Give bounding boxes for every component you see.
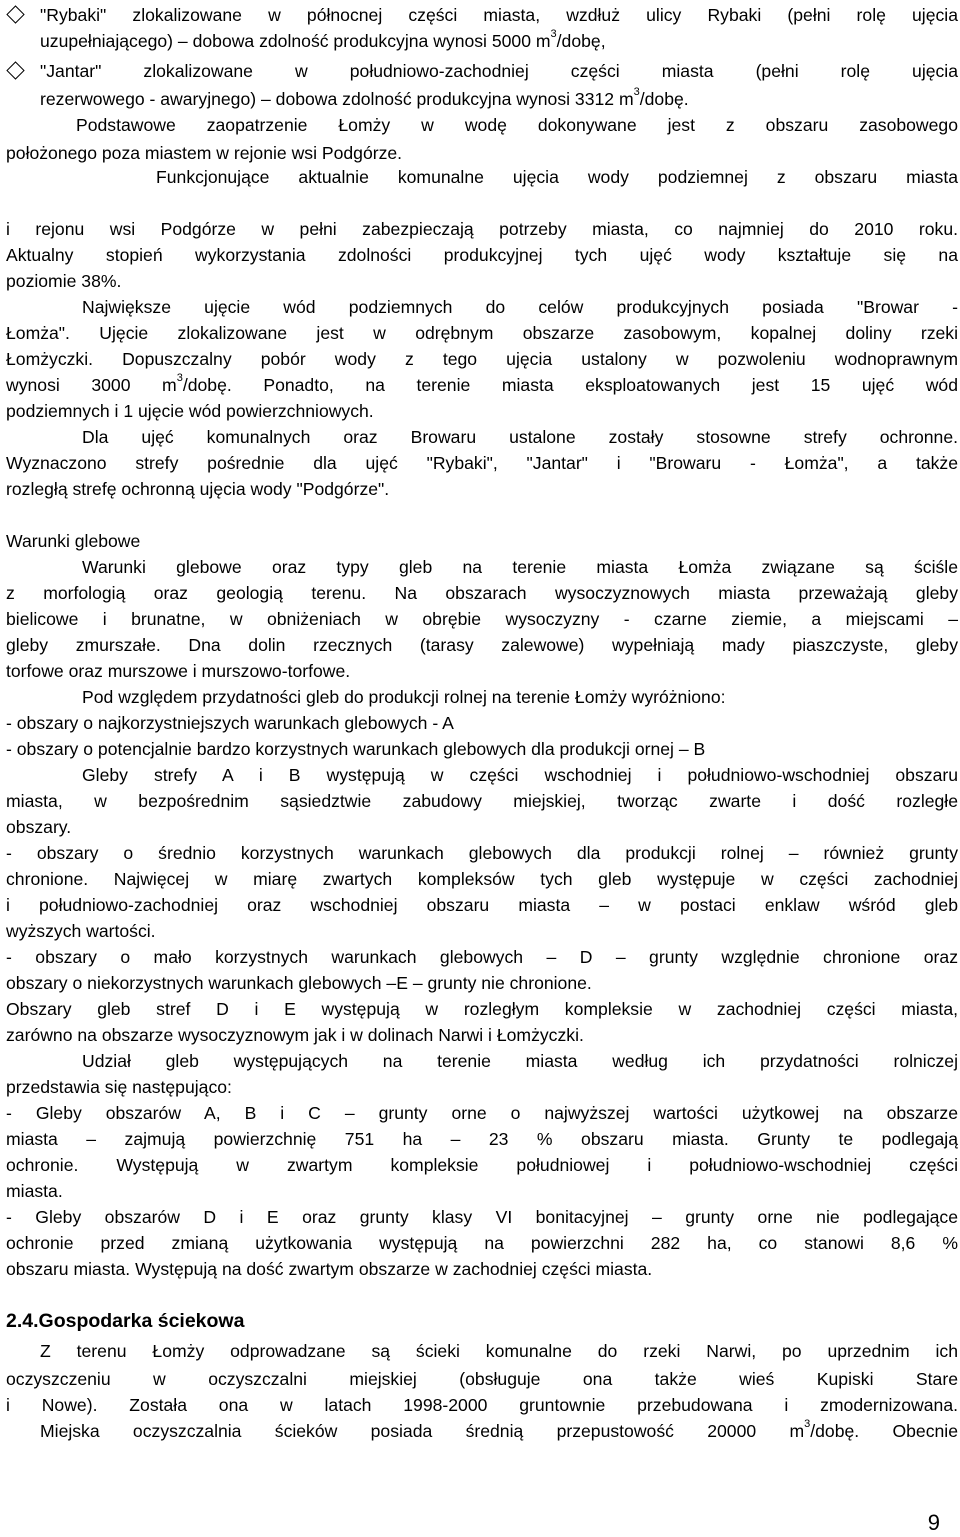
text-segment: bielicowe i brunatne, w obniżeniach w obrębie wysoczyzny - czarne ziemie, a miejscami – <box>6 609 958 629</box>
text-segment: Podstawowe zaopatrzenie Łomży w wodę dokonywane jest z obszaru zasobowego <box>76 115 958 135</box>
text-segment: /dobę. Ponadto, na terenie miasta eksploatowanych jest 15 ujęć wód <box>182 375 958 395</box>
text-line <box>40 86 958 112</box>
text-segment: wyższych wartości. <box>6 921 156 941</box>
text-segment: i południowo-zachodniej oraz wschodniej obszaru miasta – w postaci enklaw wśród gleb <box>6 895 958 915</box>
text-segment: Warunki glebowe oraz typy gleb na terenie miasta Łomża związane są ściśle <box>82 557 958 577</box>
text-segment: torfowe oraz murszowe i murszowo-torfowe. <box>6 661 351 681</box>
text-segment: Obszary gleb stref D i E występują w rozległym kompleksie w zachodniej części miasta, <box>6 999 958 1019</box>
superscript: 3 <box>550 28 557 40</box>
text-segment: i rejonu wsi Podgórze w pełni zabezpieczają potrzeby miasta, co najmniej do 2010 roku. <box>6 219 958 239</box>
text-segment: Dla ujęć komunalnych oraz Browaru ustalone zostały stosowne strefy ochronne. <box>82 427 958 447</box>
text-segment: Wyznaczono strefy pośrednie dla ujęć "Rybaki", "Jantar" i "Browaru - Łomża", a także <box>6 453 958 473</box>
text-line <box>6 1022 958 1048</box>
text-line <box>6 658 958 684</box>
text-line <box>6 1392 958 1418</box>
text-segment: - obszary o średnio korzystnych warunkach glebowych dla produkcji rolnej – również grunty <box>6 843 958 863</box>
text-line <box>6 1366 958 1392</box>
text-line <box>6 268 958 294</box>
superscript: 3 <box>804 1418 811 1430</box>
text-line <box>6 606 958 632</box>
text-segment: Z terenu Łomży odprowadzane są ścieki komunalne do rzeki Narwi, po uprzednim ich <box>40 1341 958 1361</box>
text-segment: miasta, w bezpośrednim sąsiedztwie zabudowy miejskiej, tworząc zwarte i dość rozległe <box>6 791 958 811</box>
text-segment: Funkcjonujące aktualnie komunalne ujęcia wody podziemnej z obszaru miasta <box>156 167 958 187</box>
text-line <box>6 528 958 554</box>
text-segment: miasta – zajmują powierzchnię 751 ha – 23 % obszaru miasta. Grunty te podlegają <box>6 1129 958 1149</box>
text-segment: poziomie 38%. <box>6 271 122 291</box>
text-line <box>6 1204 958 1230</box>
text-line <box>6 944 958 970</box>
text-segment: obszaru miasta. Występują na dość zwartym obszarze w zachodniej części miasta. <box>6 1259 653 1279</box>
text-segment: Łomżyczki. Dopuszczalny pobór wody z tego ujęcia ustalony w pozwoleniu wodnoprawnym <box>6 349 958 369</box>
text-segment: - Gleby obszarów A, B i C – grunty orne o najwyższej wartości użytkowej na obszarze <box>6 1103 958 1123</box>
text-segment: /dobę. <box>639 89 689 109</box>
text-line <box>6 1152 958 1178</box>
section-heading <box>6 1308 958 1334</box>
text-line <box>82 1048 958 1074</box>
text-line <box>6 632 958 658</box>
text-segment: przedstawia się następująco: <box>6 1077 232 1097</box>
text-segment: gleby zmurszałe. Dna dolin rzecznych (tarasy zalewowe) wypełniają mady piaszczyste, gleby <box>6 635 958 655</box>
text-segment: Gleby strefy A i B występują w części wschodniej i południowo-wschodniej obszaru <box>82 765 958 785</box>
text-segment: Warunki glebowe <box>6 531 141 551</box>
text-line <box>6 1230 958 1256</box>
text-line <box>82 684 958 710</box>
text-line <box>6 242 958 268</box>
text-segment: podziemnych i 1 ujęcie wód powierzchniowych. <box>6 401 374 421</box>
text-segment: miasta. <box>6 1181 63 1201</box>
text-line <box>6 1100 958 1126</box>
text-line <box>6 710 958 736</box>
text-line <box>156 164 958 190</box>
text-segment: ochronie. Występują w zwartym kompleksie południowej i południowo-wschodniej części <box>6 1155 958 1175</box>
text-line <box>76 112 958 138</box>
text-line <box>6 1178 958 1204</box>
text-segment: zarówno na obszarze wysoczyznowym jak i w dolinach Narwi i Łomżyczki. <box>6 1025 584 1045</box>
text-line <box>40 58 958 84</box>
text-segment: i Nowe). Została ona w latach 1998-2000 gruntownie przebudowana i zmodernizowana. <box>6 1395 958 1415</box>
text-line <box>6 866 958 892</box>
text-segment: - Gleby obszarów D i E oraz grunty klasy VI bonitacyjnej – grunty orne nie podlegające <box>6 1207 958 1227</box>
text-line <box>6 892 958 918</box>
text-segment: "Rybaki" zlokalizowane w północnej części miasta, wzdłuż ulicy Rybaki (pełni rolę ujęcia <box>40 5 958 25</box>
text-segment: /dobę. Obecnie <box>810 1421 958 1441</box>
text-line <box>6 580 958 606</box>
text-segment: oczyszczeniu w oczyszczalni miejskiej (obsługuje ona także wieś Kupiski Stare <box>6 1369 958 1389</box>
text-line <box>6 970 958 996</box>
text-line <box>82 762 958 788</box>
text-segment: Miejska oczyszczalnia ścieków posiada średnią przepustowość 20000 m <box>40 1421 805 1441</box>
text-segment: z morfologią oraz geologią terenu. Na obszarach wysoczyznowych miasta przeważają gleby <box>6 583 958 603</box>
text-line <box>6 320 958 346</box>
text-line <box>40 1338 958 1364</box>
text-segment: - obszary o mało korzystnych warunkach glebowych – D – grunty względnie chronione oraz <box>6 947 958 967</box>
text-segment: "Jantar" zlokalizowane w południowo-zachodniej części miasta (pełni rolę ujęcia <box>40 61 958 81</box>
text-segment: obszary. <box>6 817 72 837</box>
text-line <box>40 2 958 28</box>
text-line <box>6 996 958 1022</box>
text-segment: Aktualny stopień wykorzystania zdolności produkcyjnej tych ujęć wody kształtuje się na <box>6 245 958 265</box>
text-line <box>6 216 958 242</box>
text-segment: rezerwowego - awaryjnego) – dobowa zdolność produkcyjna wynosi 3312 m <box>40 89 634 109</box>
text-line <box>6 1074 958 1100</box>
diamond-icon <box>6 5 24 23</box>
text-segment: ochronie przed zmianą użytkowania występują na powierzchni 282 ha, co stanowi 8,6 % <box>6 1233 958 1253</box>
superscript: 3 <box>176 372 183 384</box>
text-line <box>6 814 958 840</box>
text-line <box>6 372 958 398</box>
text-segment: Udział gleb występujących na terenie miasta według ich przydatności rolniczej <box>82 1051 958 1071</box>
text-line <box>6 1126 958 1152</box>
text-line <box>6 918 958 944</box>
text-line <box>6 346 958 372</box>
text-line <box>6 788 958 814</box>
text-segment: - obszary o potencjalnie bardzo korzystnych warunkach glebowych dla produkcji ornej – B <box>6 739 706 759</box>
text-line <box>6 450 958 476</box>
superscript: 3 <box>633 86 640 98</box>
text-line <box>40 1418 958 1444</box>
text-line <box>82 294 958 320</box>
text-line <box>82 554 958 580</box>
page-number: 9 <box>927 1510 940 1535</box>
text-line <box>6 140 958 166</box>
text-segment: uzupełniającego) – dobowa zdolność produkcyjna wynosi 5000 m <box>40 31 551 51</box>
text-segment: wynosi 3000 m <box>6 375 177 395</box>
text-segment: Pod względem przydatności gleb do produkcji rolnej na terenie Łomży wyróżniono: <box>82 687 726 707</box>
text-segment: chronione. Najwięcej w miarę zwartych kompleksów tych gleb występuje w części zachodniej <box>6 869 958 889</box>
text-segment: Łomża". Ujęcie zlokalizowane jest w odrębnym obszarze zasobowym, kopalnej doliny rzeki <box>6 323 958 343</box>
text-line <box>6 476 958 502</box>
text-segment: obszary o niekorzystnych warunkach glebowych –E – grunty nie chronione. <box>6 973 592 993</box>
text-segment: /dobę, <box>556 31 606 51</box>
diamond-icon <box>6 61 24 79</box>
text-line <box>6 736 958 762</box>
text-line <box>6 840 958 866</box>
text-segment: rozległą strefę ochronną ujęcia wody "Podgórze". <box>6 479 390 499</box>
text-line <box>40 28 958 54</box>
text-segment: 2.4.Gospodarka ściekowa <box>6 1310 245 1332</box>
text-line <box>82 424 958 450</box>
text-segment: - obszary o najkorzystniejszych warunkach glebowych - A <box>6 713 454 733</box>
text-line <box>6 398 958 424</box>
text-segment: Największe ujęcie wód podziemnych do celów produkcyjnych posiada "Browar - <box>82 297 958 317</box>
text-line <box>6 1256 958 1282</box>
text-segment: położonego poza miastem w rejonie wsi Podgórze. <box>6 143 403 163</box>
